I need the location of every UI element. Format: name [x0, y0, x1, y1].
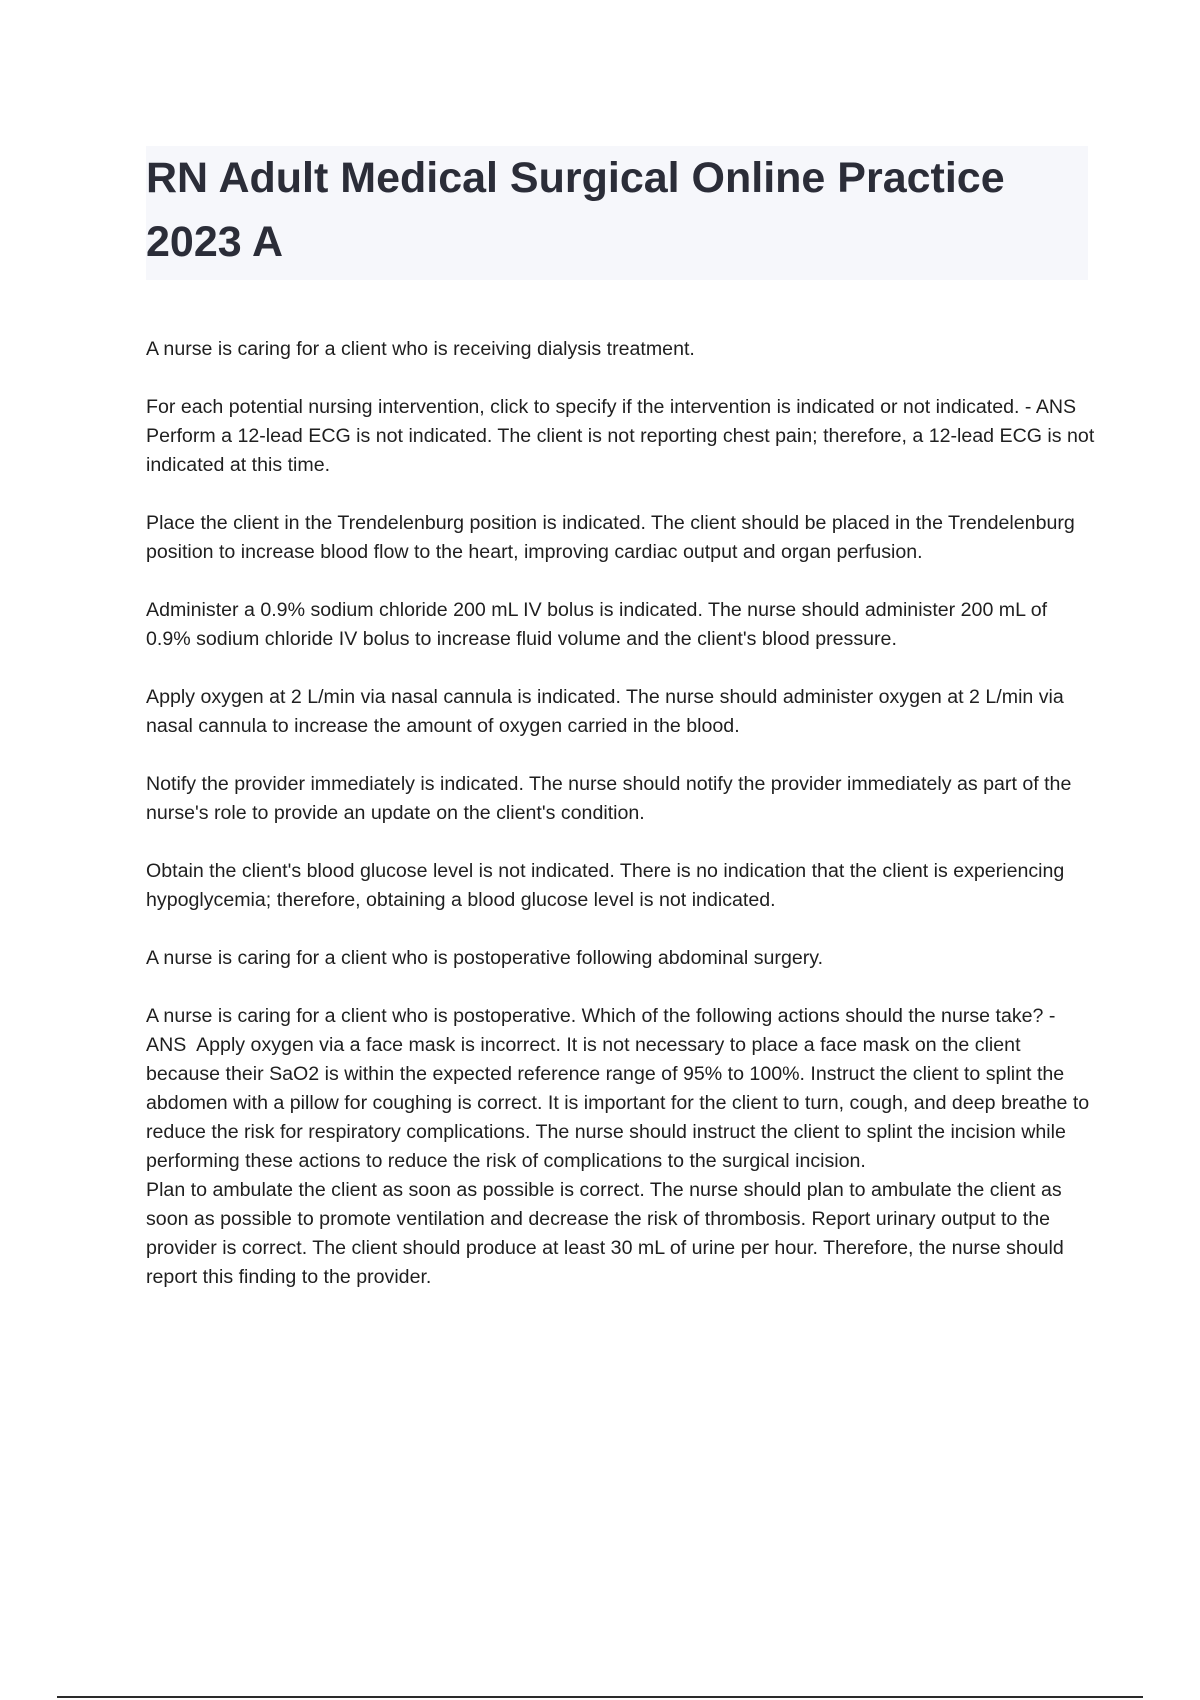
paragraph-notify-provider: Notify the provider immediately is indicated. The nurse should notify the provider immediately as part of the nurse's role to provide an update on the client's condition.	[146, 773, 1077, 824]
paragraph-oxygen: Apply oxygen at 2 L/min via nasal cannula is indicated. The nurse should administer oxygen at 2 L/min via nasal cannula to increase the amount of oxygen carried in the blood.	[146, 686, 1070, 737]
paragraph-ecg: For each potential nursing intervention, click to specify if the intervention is indicated or not indicated. - ANS Perform a 12-lead ECG is not indicated. The client is not reporting chest pain; therefore, a 12-lead ECG is not indicated at this time.	[146, 396, 1100, 476]
paragraph-trendelenburg: Place the client in the Trendelenburg position is indicated. The client should be placed in the Trendelenburg position to increase blood flow to the heart, improving cardiac output and organ perfusion.	[146, 512, 1081, 563]
footer-divider	[57, 1696, 1143, 1698]
page-title: RN Adult Medical Surgical Online Practice 2023 A	[146, 154, 1005, 266]
paragraph-iv-bolus: Administer a 0.9% sodium chloride 200 mL IV bolus is indicated. The nurse should administer 200 mL of 0.9% sodium chloride IV bolus to increase fluid volume and the client's blood pressure.	[146, 599, 1053, 650]
paragraph-dialysis-intro: A nurse is caring for a client who is receiving dialysis treatment.	[146, 338, 695, 360]
paragraph-ambulate: Plan to ambulate the client as soon as possible is correct. The nurse should plan to ambulate the client as soon as possible to promote ventilation and decrease the risk of thrombosis. Report urinary output to the provider is correct. The client should produce at least 30 mL of urine per hour. Therefore, the nurse should report this finding to the provider.	[146, 1179, 1070, 1288]
paragraph-postop-actions: A nurse is caring for a client who is postoperative. Which of the following actions should the nurse take? - ANS Apply oxygen via a face mask is incorrect. It is not necessary to place a face mask on the client because their SaO2 is within the expected reference range of 95% to 100%. Instruct the client to splint the abdomen with a pillow for coughing is correct. It is important for the client to turn, cough, and deep breathe to reduce the risk for respiratory complications. The nurse should instruct the client to splint the incision while performing these actions to reduce the risk of complications to the surgical incision.	[146, 1005, 1095, 1172]
paragraph-postop-intro: A nurse is caring for a client who is postoperative following abdominal surgery.	[146, 947, 824, 969]
paragraph-blood-glucose: Obtain the client's blood glucose level is not indicated. There is no indication that the client is experiencing hypoglycemia; therefore, obtaining a blood glucose level is not indicated.	[146, 860, 1070, 911]
title-banner	[146, 146, 1088, 280]
document-body	[146, 335, 1100, 1321]
